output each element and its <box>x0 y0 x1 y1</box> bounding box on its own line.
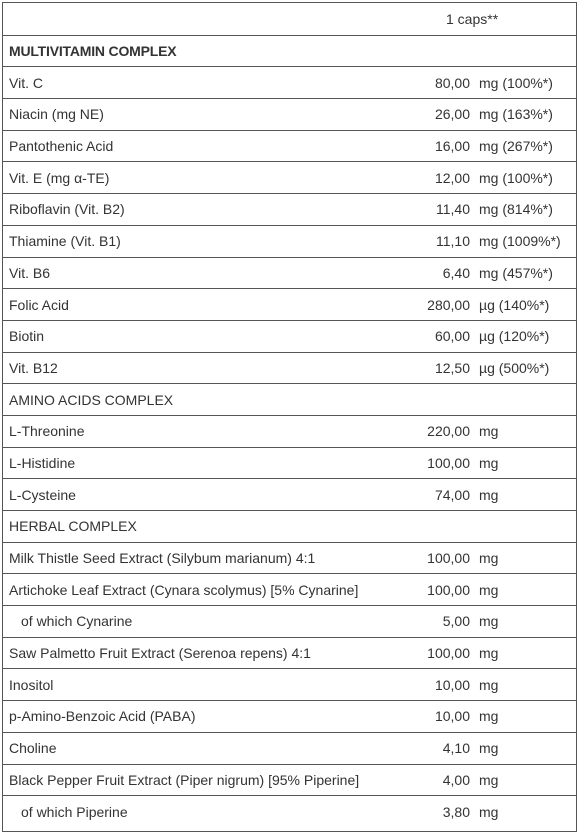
section-title: AMINO ACIDS COMPLEX <box>9 391 174 408</box>
ingredient-unit: mg <box>479 550 499 567</box>
table-row <box>3 447 576 479</box>
ingredient-unit: mg <box>479 803 499 820</box>
table-row <box>3 288 576 320</box>
ingredient-unit: mg (457%*) <box>479 264 553 281</box>
table-row <box>3 668 576 700</box>
ingredient-unit: mg <box>479 581 499 598</box>
ingredient-name: L-Cysteine <box>9 486 76 503</box>
table-row <box>3 320 576 352</box>
table-row <box>3 415 576 447</box>
table-row <box>3 605 576 637</box>
ingredient-name: L-Threonine <box>9 423 85 440</box>
ingredient-name: L-Histidine <box>9 454 76 471</box>
ingredient-amount: 16,00 <box>434 138 470 155</box>
table-row <box>3 66 576 98</box>
ingredient-unit: mg <box>479 740 499 757</box>
ingredient-name: Folic Acid <box>9 296 69 313</box>
ingredient-amount: 280,00 <box>427 296 470 313</box>
ingredient-amount: 12,00 <box>434 169 470 186</box>
ingredient-amount: 3,80 <box>442 803 470 820</box>
ingredient-amount: 80,00 <box>434 74 470 91</box>
ingredient-name: Pantothenic Acid <box>9 138 114 155</box>
ingredient-amount: 100,00 <box>427 550 470 567</box>
ingredient-unit: mg <box>479 613 499 630</box>
ingredient-unit: mg (1009%*) <box>479 233 561 250</box>
ingredient-unit: µg (140%*) <box>479 296 550 313</box>
ingredient-amount: 4,00 <box>442 771 470 788</box>
ingredient-amount: 26,00 <box>434 106 470 123</box>
ingredient-name: Choline <box>9 740 57 757</box>
section-title: MULTIVITAMIN COMPLEX <box>9 43 177 60</box>
ingredient-name: of which Piperine <box>21 803 128 820</box>
table-row <box>3 161 576 193</box>
section-header-row <box>3 383 576 415</box>
nutrition-table <box>2 2 577 832</box>
table-row <box>3 700 576 732</box>
table-row <box>3 764 576 796</box>
ingredient-name: Biotin <box>9 328 45 345</box>
ingredient-name: Riboflavin (Vit. B2) <box>9 201 125 218</box>
ingredient-name: Inositol <box>9 676 54 693</box>
table-row <box>3 130 576 162</box>
ingredient-name: Vit. B6 <box>9 264 50 281</box>
ingredient-unit: mg <box>479 423 499 440</box>
ingredient-name: Artichoke Leaf Extract (Cynara scolymus) [5% Cynarine] <box>9 581 359 598</box>
ingredient-amount: 11,10 <box>436 233 470 250</box>
ingredient-unit: mg <box>479 771 499 788</box>
table-row <box>3 542 576 574</box>
ingredient-name: p-Amino-Benzoic Acid (PABA) <box>9 708 196 725</box>
ingredient-name: Milk Thistle Seed Extract (Silybum marianum) 4:1 <box>9 550 316 567</box>
ingredient-amount: 6,40 <box>442 264 470 281</box>
ingredient-amount: 10,00 <box>434 708 470 725</box>
ingredient-unit: µg (500%*) <box>479 359 550 376</box>
ingredient-amount: 100,00 <box>427 581 470 598</box>
ingredient-amount: 5,00 <box>442 613 470 630</box>
ingredient-unit: mg <box>479 645 499 662</box>
ingredient-unit: mg (163%*) <box>479 106 553 123</box>
ingredient-amount: 4,10 <box>442 740 470 757</box>
section-header-row <box>3 35 576 67</box>
ingredient-unit: mg (100%*) <box>479 74 553 91</box>
ingredient-amount: 220,00 <box>427 423 470 440</box>
serving-size-header: 1 caps** <box>446 10 499 27</box>
ingredient-unit: mg (814%*) <box>479 201 553 218</box>
ingredient-unit: mg <box>479 486 499 503</box>
table-row <box>3 352 576 384</box>
ingredient-unit: mg <box>479 454 499 471</box>
ingredient-name: Niacin (mg NE) <box>9 106 104 123</box>
ingredient-amount: 11,40 <box>436 201 470 218</box>
table-row <box>3 193 576 225</box>
ingredient-amount: 60,00 <box>434 328 470 345</box>
table-row <box>3 732 576 764</box>
section-header-row <box>3 510 576 542</box>
table-row <box>3 225 576 257</box>
table-row <box>3 98 576 130</box>
ingredient-name: Vit. E (mg α-TE) <box>9 169 110 186</box>
ingredient-name: Vit. C <box>9 74 43 91</box>
ingredient-name: Vit. B12 <box>9 359 58 376</box>
table-row <box>3 573 576 605</box>
ingredient-amount: 12,50 <box>434 359 470 376</box>
ingredient-unit: mg <box>479 676 499 693</box>
ingredient-amount: 100,00 <box>427 645 470 662</box>
table-row <box>3 795 576 827</box>
ingredient-unit: mg (100%*) <box>479 169 553 186</box>
section-title: HERBAL COMPLEX <box>9 518 137 535</box>
ingredient-name: Black Pepper Fruit Extract (Piper nigrum) [95% Piperine] <box>9 771 360 788</box>
ingredient-name: Thiamine (Vit. B1) <box>9 233 121 250</box>
ingredient-name: of which Cynarine <box>21 613 133 630</box>
ingredient-name: Saw Palmetto Fruit Extract (Serenoa repens) 4:1 <box>9 645 311 662</box>
ingredient-amount: 74,00 <box>434 486 470 503</box>
table-row <box>3 637 576 669</box>
table-row <box>3 257 576 289</box>
ingredient-unit: mg <box>479 708 499 725</box>
ingredient-amount: 100,00 <box>427 454 470 471</box>
ingredient-unit: mg (267%*) <box>479 138 553 155</box>
table-row <box>3 478 576 510</box>
table-header-row <box>3 3 576 35</box>
ingredient-unit: µg (120%*) <box>479 328 550 345</box>
ingredient-amount: 10,00 <box>434 676 470 693</box>
